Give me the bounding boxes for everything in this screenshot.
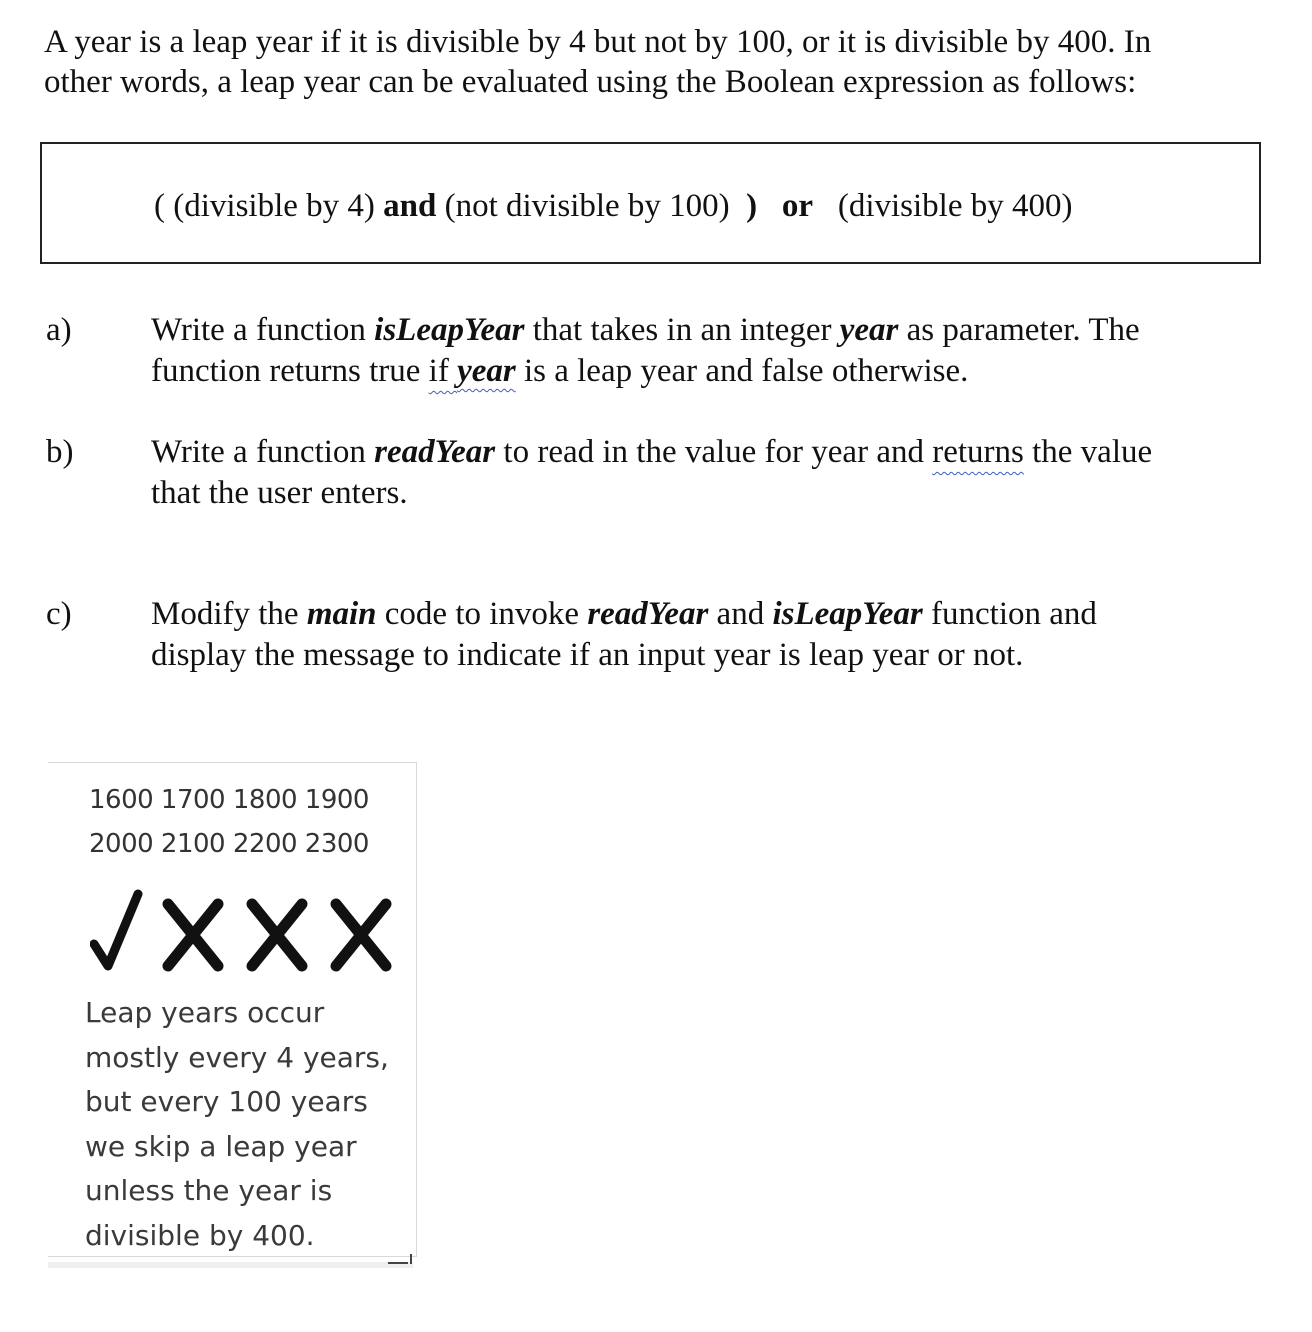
function-name-isleapyear: isLeapYear — [374, 312, 525, 348]
text-run: to read in the value for year and — [495, 434, 933, 470]
expr-gap — [757, 188, 782, 224]
item-b-line-1 — [151, 432, 1231, 473]
note-line: unless the year is — [85, 1174, 333, 1207]
item-c-line-1 — [151, 594, 1231, 635]
item-c-line-2: display the message to indicate if an input year is leap year or not. — [151, 637, 1024, 673]
resize-mark — [388, 1262, 408, 1264]
expr-open: ( (divisible by 4) — [154, 188, 384, 224]
resize-tick — [410, 1254, 412, 1264]
item-body — [151, 594, 1231, 676]
param-year-ref: year — [457, 353, 516, 389]
note-line: divisible by 400. — [85, 1218, 315, 1252]
years-row-2: 2000 2100 2200 2300 — [89, 829, 369, 859]
item-marker: b) — [46, 434, 74, 470]
expr-or: or — [781, 188, 814, 224]
text-run: the value — [1023, 434, 1153, 470]
x-icon — [328, 896, 394, 974]
leap-year-illustration — [48, 762, 417, 1257]
text-run: function and — [922, 596, 1097, 632]
expr-close: ) — [746, 188, 758, 224]
image-bottom-edge — [48, 1262, 413, 1268]
item-a-line-2 — [151, 351, 1231, 392]
boolean-expression — [154, 186, 1072, 226]
item-body — [151, 432, 1231, 514]
leap-year-note — [85, 991, 415, 1258]
note-line: mostly every 4 years, — [85, 1040, 389, 1074]
item-marker: c) — [46, 596, 72, 632]
boolean-expression-box — [40, 142, 1261, 264]
text-run: function returns true — [151, 353, 429, 389]
param-year: year — [839, 312, 899, 348]
function-name-main: main — [306, 596, 377, 632]
function-name-readyear: readYear — [374, 434, 496, 470]
text-run: Modify the — [151, 596, 307, 632]
spellcheck-if: if — [428, 353, 458, 389]
x-icon — [244, 896, 310, 974]
intro-line-1: A year is a leap year if it is divisible by 4 but not by 100, or it is divisible by 400. In — [44, 24, 1152, 60]
item-a-line-1 — [151, 310, 1231, 351]
spellcheck-returns: returns — [932, 434, 1024, 470]
intro-paragraph — [44, 22, 1284, 102]
text-run: Write a function — [151, 312, 375, 348]
function-name-isleapyear: isLeapYear — [772, 596, 923, 632]
item-marker: a) — [46, 312, 72, 348]
note-line: Leap years occur — [85, 996, 325, 1029]
text-run: code to invoke — [376, 596, 588, 632]
x-icon — [160, 896, 226, 974]
note-line: we skip a leap year — [85, 1129, 357, 1163]
text-run: is a leap year and false otherwise. — [515, 353, 969, 389]
check-icon — [90, 888, 146, 978]
note-line: but every 100 years — [85, 1085, 368, 1118]
text-run: as parameter. The — [898, 312, 1140, 348]
text-run: Write a function — [151, 434, 375, 470]
text-run: and — [708, 596, 773, 632]
item-body — [151, 310, 1231, 392]
leap-marks-row — [88, 878, 408, 973]
expr-middle: (not divisible by 100) — [436, 188, 747, 224]
text-run: that takes in an integer — [524, 312, 840, 348]
intro-line-2: other words, a leap year can be evaluated using the Boolean expression as follows: — [44, 64, 1137, 100]
expr-last: (divisible by 400) — [813, 188, 1073, 224]
function-name-readyear: readYear — [587, 596, 709, 632]
expr-and: and — [383, 188, 437, 224]
years-row-1: 1600 1700 1800 1900 — [89, 785, 369, 815]
item-b-line-2: that the user enters. — [151, 475, 408, 511]
